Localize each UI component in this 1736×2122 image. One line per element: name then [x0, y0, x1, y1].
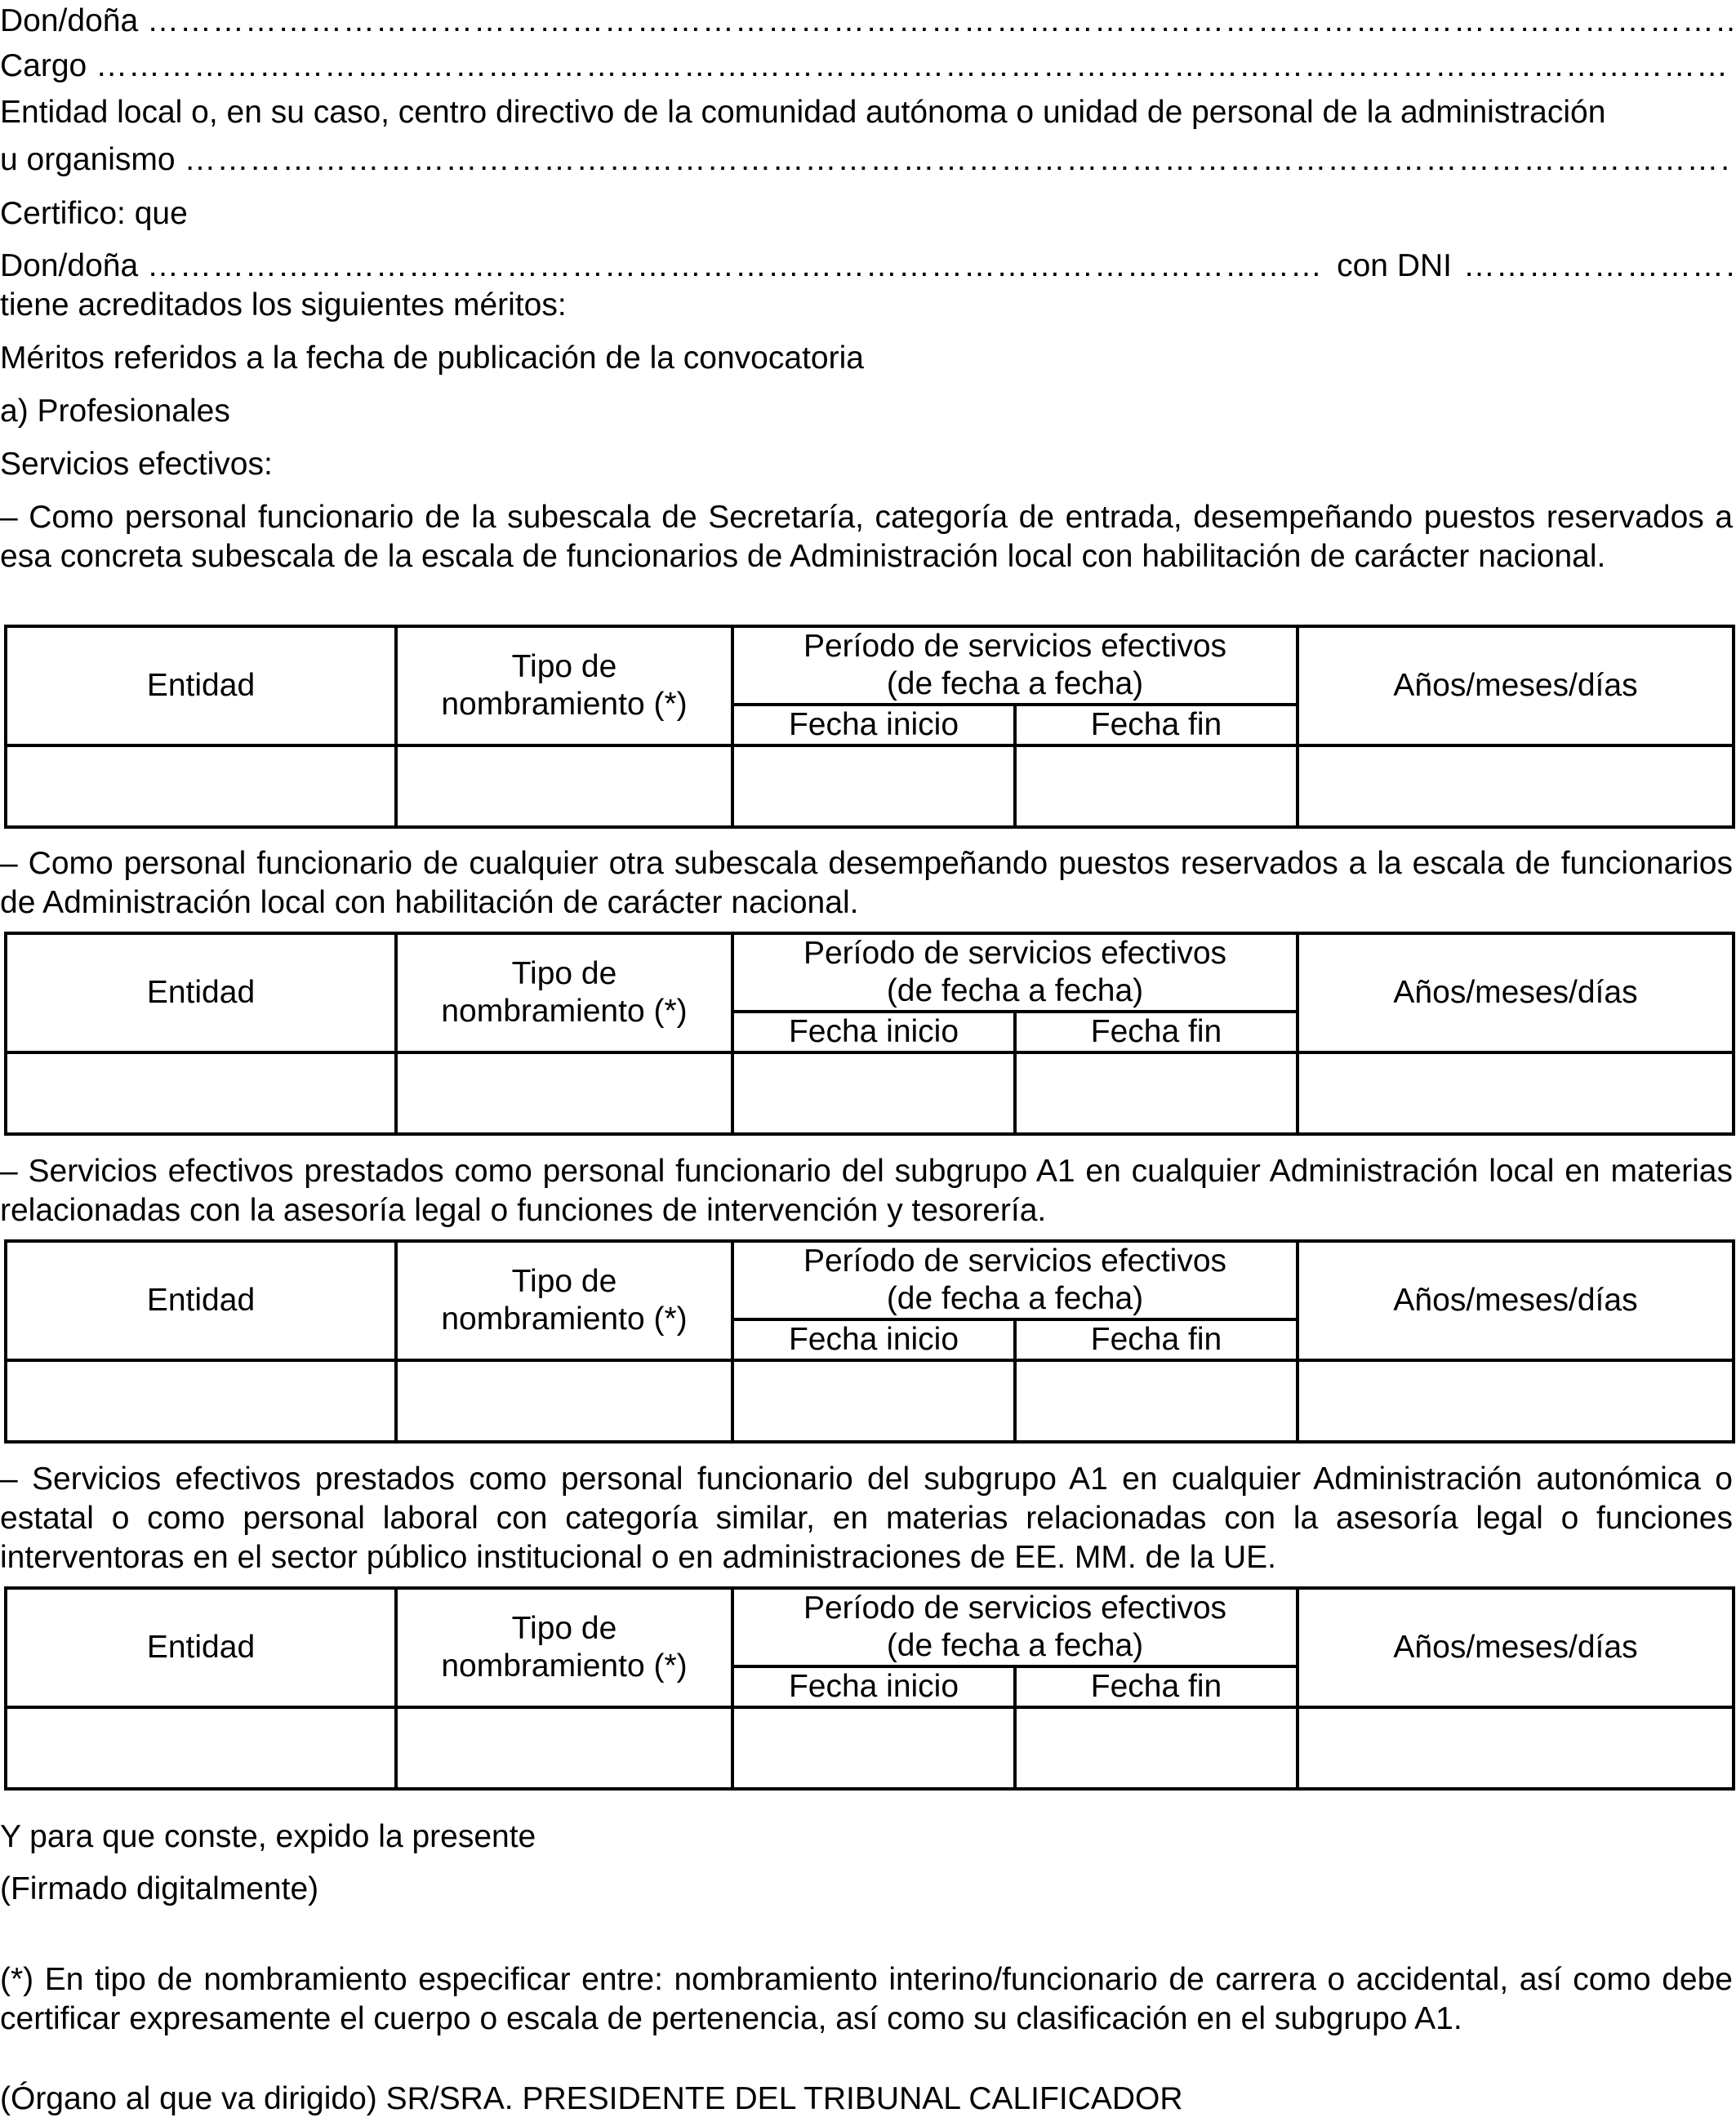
footnote: (*) En tipo de nombramiento especificar entre: nombramiento interino/funcionario de carrera o accidental, así como debe certificar expresamente el cuerpo o escala de pertenencia, así como su clasificación en el subgrupo A1. [0, 1962, 1733, 2036]
fill-in-dots [147, 2, 1733, 41]
fecha-inicio-cell[interactable] [732, 1052, 1015, 1134]
merits-table-3 [4, 1239, 1735, 1444]
periodo-header: Período de servicios efectivos (de fecha a fecha) [732, 1241, 1298, 1319]
don-dona-dni-line [0, 247, 1733, 286]
fecha-fin-header: Fecha fin [1015, 1666, 1298, 1707]
organo-destinatario: (Órgano al que va dirigido) SR/SRA. PRESIDENTE DEL TRIBUNAL CALIFICADOR [0, 2081, 1183, 2116]
tipo-nombramiento-header: Tipo de nombramiento (*) [396, 933, 732, 1052]
don-dona-label: Don/doña [0, 248, 139, 283]
entidad-cell[interactable] [6, 1360, 396, 1442]
periodo-header: Período de servicios efectivos (de fecha a fecha) [732, 1588, 1298, 1666]
entidad-line-2 [0, 140, 1733, 180]
dni-label: con DNI [1337, 248, 1452, 283]
tipo-nombramiento-header: Tipo de nombramiento (*) [396, 1588, 732, 1707]
periodo-header: Período de servicios efectivos (de fecha a fecha) [732, 933, 1298, 1012]
fecha-fin-header: Fecha fin [1015, 705, 1298, 745]
fecha-inicio-header: Fecha inicio [732, 1319, 1015, 1360]
section-1-text: – Como personal funcionario de la subescala de Secretaría, categoría de entrada, desempeñando puestos reservados a esa concreta subescala de la escala de funcionarios de Administración local con habilitación de carácter nacional. [0, 500, 1733, 574]
merits-table-4 [4, 1586, 1735, 1791]
fecha-inicio-header: Fecha inicio [732, 705, 1015, 745]
anios-meses-dias-cell[interactable] [1298, 1707, 1734, 1789]
fill-in-dots [96, 47, 1733, 86]
tipo-nombramiento-cell[interactable] [396, 1360, 732, 1442]
anios-meses-dias-header: Años/meses/días [1298, 626, 1734, 745]
anios-meses-dias-header: Años/meses/días [1298, 1241, 1734, 1360]
certifico-line: Certifico: que [0, 196, 188, 231]
anios-meses-dias-cell[interactable] [1298, 745, 1734, 827]
profesionales-heading: a) Profesionales [0, 394, 230, 429]
tipo-nombramiento-cell[interactable] [396, 745, 732, 827]
entidad-header: Entidad [6, 1588, 396, 1707]
section-3-text: – Servicios efectivos prestados como personal funcionario del subgrupo A1 en cualquier Administración local en materias relacionadas con la asesoría legal o funciones de intervención y tesorería. [0, 1154, 1733, 1228]
section-2-text: – Como personal funcionario de cualquier otra subescala desempeñando puestos reservados a la escala de funcionarios de Administración local con habilitación de carácter nacional. [0, 846, 1733, 920]
tiene-acreditados-line: tiene acreditados los siguientes méritos: [0, 287, 567, 323]
table-row [6, 1707, 1734, 1789]
conste-line: Y para que conste, expido la presente [0, 1819, 536, 1854]
anios-meses-dias-cell[interactable] [1298, 1360, 1734, 1442]
cargo-label: Cargo [0, 48, 87, 83]
fill-in-dots [184, 140, 1733, 180]
anios-meses-dias-header: Años/meses/días [1298, 933, 1734, 1052]
cargo-line [0, 47, 1733, 86]
periodo-header: Período de servicios efectivos (de fecha a fecha) [732, 626, 1298, 705]
fecha-fin-cell[interactable] [1015, 1360, 1298, 1442]
entidad-header: Entidad [6, 1241, 396, 1360]
tipo-nombramiento-header: Tipo de nombramiento (*) [396, 1241, 732, 1360]
table-row [6, 1052, 1734, 1134]
entidad-header: Entidad [6, 626, 396, 745]
fecha-inicio-cell[interactable] [732, 1360, 1015, 1442]
fill-in-dots [147, 247, 1325, 286]
meritos-referidos-line: Méritos referidos a la fecha de publicación de la convocatoria [0, 340, 864, 376]
anios-meses-dias-header: Años/meses/días [1298, 1588, 1734, 1707]
fill-in-dots-dni [1463, 247, 1733, 286]
entidad-cell[interactable] [6, 1707, 396, 1789]
fecha-fin-cell[interactable] [1015, 1707, 1298, 1789]
firmado-line: (Firmado digitalmente) [0, 1871, 319, 1906]
anios-meses-dias-cell[interactable] [1298, 1052, 1734, 1134]
fecha-inicio-cell[interactable] [732, 745, 1015, 827]
tipo-nombramiento-cell[interactable] [396, 1052, 732, 1134]
don-dona-label: Don/doña [0, 3, 139, 38]
entidad-header: Entidad [6, 933, 396, 1052]
fecha-inicio-header: Fecha inicio [732, 1012, 1015, 1052]
table-row [6, 1360, 1734, 1442]
tipo-nombramiento-cell[interactable] [396, 1707, 732, 1789]
fecha-fin-header: Fecha fin [1015, 1319, 1298, 1360]
fecha-inicio-cell[interactable] [732, 1707, 1015, 1789]
merits-table-1 [4, 625, 1735, 829]
merits-table-2 [4, 932, 1735, 1136]
table-row [6, 745, 1734, 827]
section-4-text: – Servicios efectivos prestados como personal funcionario del subgrupo A1 en cualquier Administración autonómica o estatal o como personal laboral con categoría similar, en materias relacionadas con la asesoría legal o funciones interventoras en el sector público institucional o en administraciones de EE. MM. de la UE. [0, 1461, 1733, 1575]
organismo-label: u organismo [0, 142, 176, 177]
entidad-cell[interactable] [6, 745, 396, 827]
entidad-cell[interactable] [6, 1052, 396, 1134]
fecha-inicio-header: Fecha inicio [732, 1666, 1015, 1707]
entidad-line-1: Entidad local o, en su caso, centro directivo de la comunidad autónoma o unidad de personal de la administración [0, 95, 1606, 130]
fecha-fin-header: Fecha fin [1015, 1012, 1298, 1052]
don-dona-line [0, 2, 1733, 41]
fecha-fin-cell[interactable] [1015, 1052, 1298, 1134]
fecha-fin-cell[interactable] [1015, 745, 1298, 827]
servicios-efectivos-heading: Servicios efectivos: [0, 447, 273, 482]
tipo-nombramiento-header: Tipo de nombramiento (*) [396, 626, 732, 745]
